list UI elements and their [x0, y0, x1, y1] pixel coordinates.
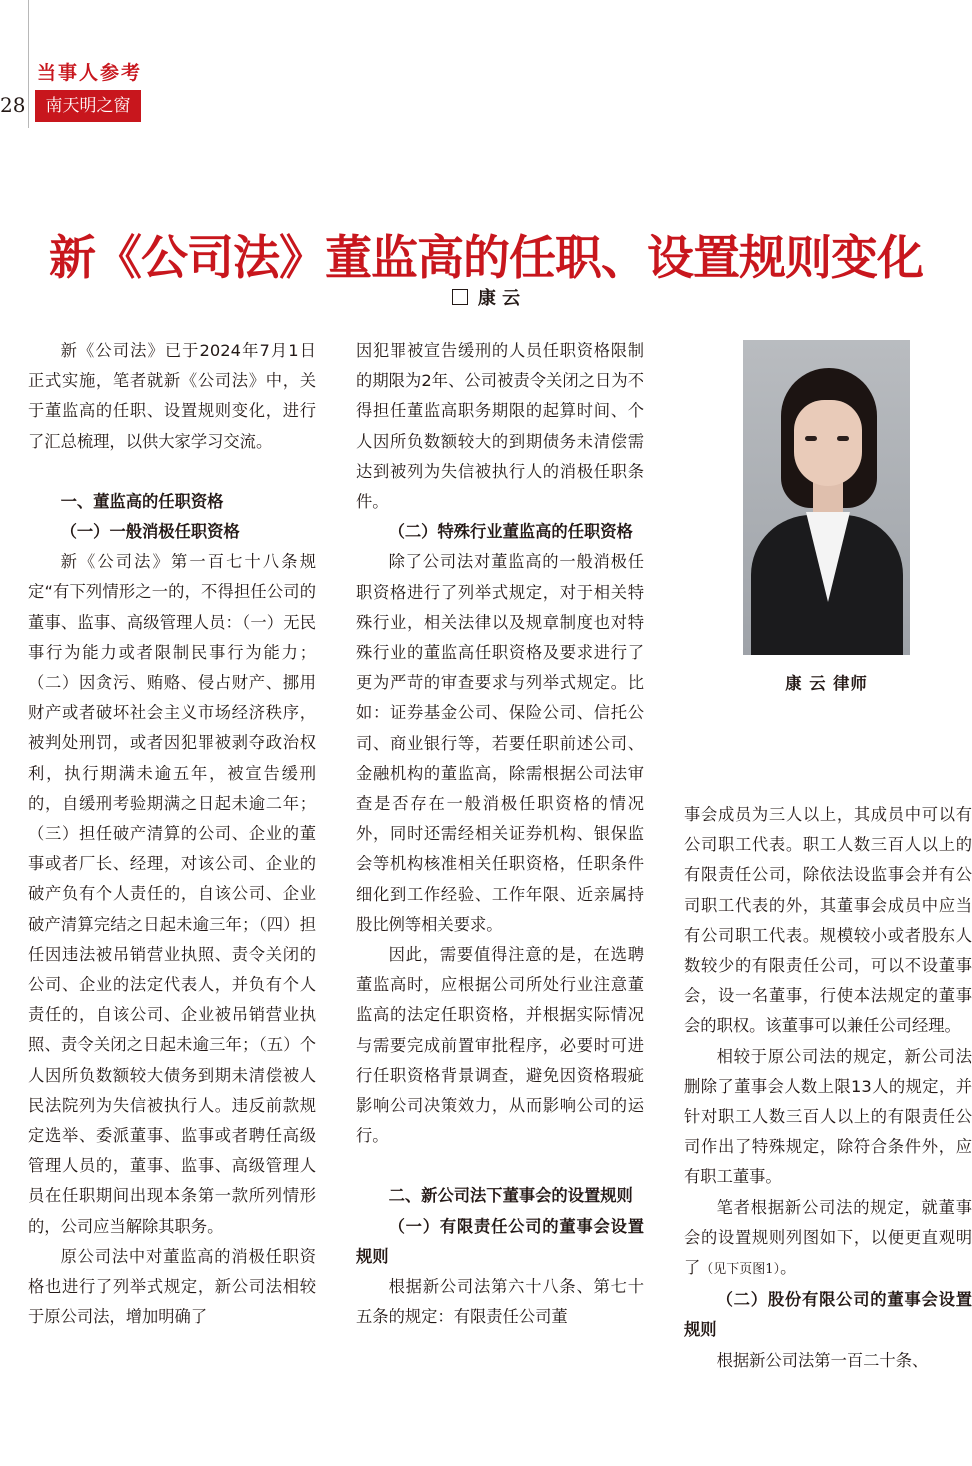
paragraph: 原公司法中对董监高的消极任职资格也进行了列举式规定，新公司法相较于原公司法，增加明确了: [28, 1246, 316, 1327]
paragraph: [684, 1193, 972, 1286]
paragraph: 新《公司法》已于2024年7月1日正式实施，笔者就新《公司法》中，关于董监高的任职、设置规则变化，进行了汇总梳理，以供大家学习交流。: [28, 341, 316, 451]
column-1: [28, 336, 316, 1333]
paragraph: 除了公司法对董监高的一般消极任职资格进行了列举式规定，对于相关特殊行业，相关法律以及规章制度也对特殊行业的董监高任职资格及要求进行了更为严苛的审查要求与列举式规定。比如：证券基金公司、保险公司、信托公司、商业银行等，若要任职前述公司、金融机构的董监高，除需根据公司法审查是否存在一般消极任职资格的情况外，同时还需经相关证券机构、银保监会等机构核准相关任职资格，任职条件细化到工作经验、工作年限、近亲属持股比例等相关要求。: [356, 552, 644, 934]
article-title: 新《公司法》董监高的任职、设置规则变化: [49, 231, 923, 287]
column-3: [684, 800, 972, 1376]
section-heading: 一、董监高的任职资格: [60, 491, 224, 511]
paragraph: 新《公司法》第一百七十八条规定“有下列情形之一的，不得担任公司的董事、监事、高级管理人员：（一）无民事行为能力或者限制民事行为能力；（二）因贪污、贿赂、侵占财产、挪用财产或者破坏社会主义市场经济秩序，被判处刑罚，或者因犯罪被剥夺政治权利，执行期满未逾五年，被宣告缓刑的，自缓刑考验期满之日起未逾二年；（三）担任破产清算的公司、企业的董事或者厂长、经理，对该公司、企业的破产负有个人责任的，自该公司、企业破产清算完结之日起未逾三年；（四）担任因违法被吊销营业执照、责令关闭的公司、企业的法定代表人，并负有个人责任的，自该公司、企业被吊销营业执照、责令关闭之日起未逾三年；（五）个人因所负数额较大债务到期未清偿被人民法院列为失信被执行人。违反前款规定选举、委派董事、监事或者聘任高级管理人员的，董事、监事、高级管理人员在任职期间出现本条第一款所列情形的，公司应当解除其职务。: [28, 552, 316, 1236]
column-tag: 南天明之窗: [35, 90, 141, 122]
subsection-heading: （二）特殊行业董监高的任职资格: [388, 522, 633, 542]
photo-caption: 康 云 律师: [785, 674, 868, 693]
subsection-heading: （一）有限责任公司的董事会设置规则: [356, 1216, 644, 1266]
paragraph: 事会成员为三人以上，其成员中可以有公司职工代表。职工人数三百人以上的有限责任公司，除依法设监事会并有公司职工代表的外，其董事会成员中应当有公司职工代表。规模较小或者股东人数较少的有限责任公司，可以不设董事会，设一名董事，行使本法规定的董事会的职权。该董事可以兼任公司经理。: [684, 805, 972, 1036]
paragraph: 根据新公司法第一百二十条、: [716, 1350, 929, 1370]
paragraph: 相较于原公司法的规定，新公司法删除了董事会人数上限13人的规定，并针对职工人数三百人以上的有限责任公司作出了特殊规定，除符合条件外，应有职工董事。: [684, 1046, 972, 1187]
paragraph: 根据新公司法第六十八条、第七十五条的规定：有限责任公司董: [356, 1277, 644, 1327]
author-photo: [743, 340, 910, 655]
figure-reference: （见下页图1）: [700, 1262, 781, 1278]
paragraph: 因犯罪被宣告缓刑的人员任职资格限制的期限为2年、公司被责令关闭之日为不得担任董监高职务期限的起算时间、个人因所负数额较大的到期债务未清偿需达到被列为失信被执行人的消极任职条件。: [356, 341, 644, 512]
byline: [0, 284, 972, 310]
subsection-heading: （二）股份有限公司的董事会设置规则: [684, 1290, 972, 1340]
square-icon: [452, 289, 468, 305]
margin-rule: [28, 0, 29, 128]
paragraph-text: 笔者根据新公司法的规定，就董事会的设置规则列图如下，以便更直观明了: [684, 1197, 972, 1278]
section-label: 当事人参考: [37, 62, 143, 84]
subsection-heading: （一）一般消极任职资格: [60, 522, 240, 542]
column-2: [356, 336, 644, 1333]
page-number: 28: [0, 93, 26, 117]
paragraph-end: 。: [780, 1258, 797, 1278]
section-heading: 二、新公司法下董事会的设置规则: [388, 1186, 633, 1206]
author-name: 康 云: [477, 288, 521, 309]
paragraph: 因此，需要值得注意的是，在选聘董监高时，应根据公司所处行业注意董监高的法定任职资格，并根据实际情况与需要完成前置审批程序，必要时可进行任职资格背景调查，避免因资格瑕疵影响公司决策效力，从而影响公司的运行。: [356, 945, 644, 1146]
